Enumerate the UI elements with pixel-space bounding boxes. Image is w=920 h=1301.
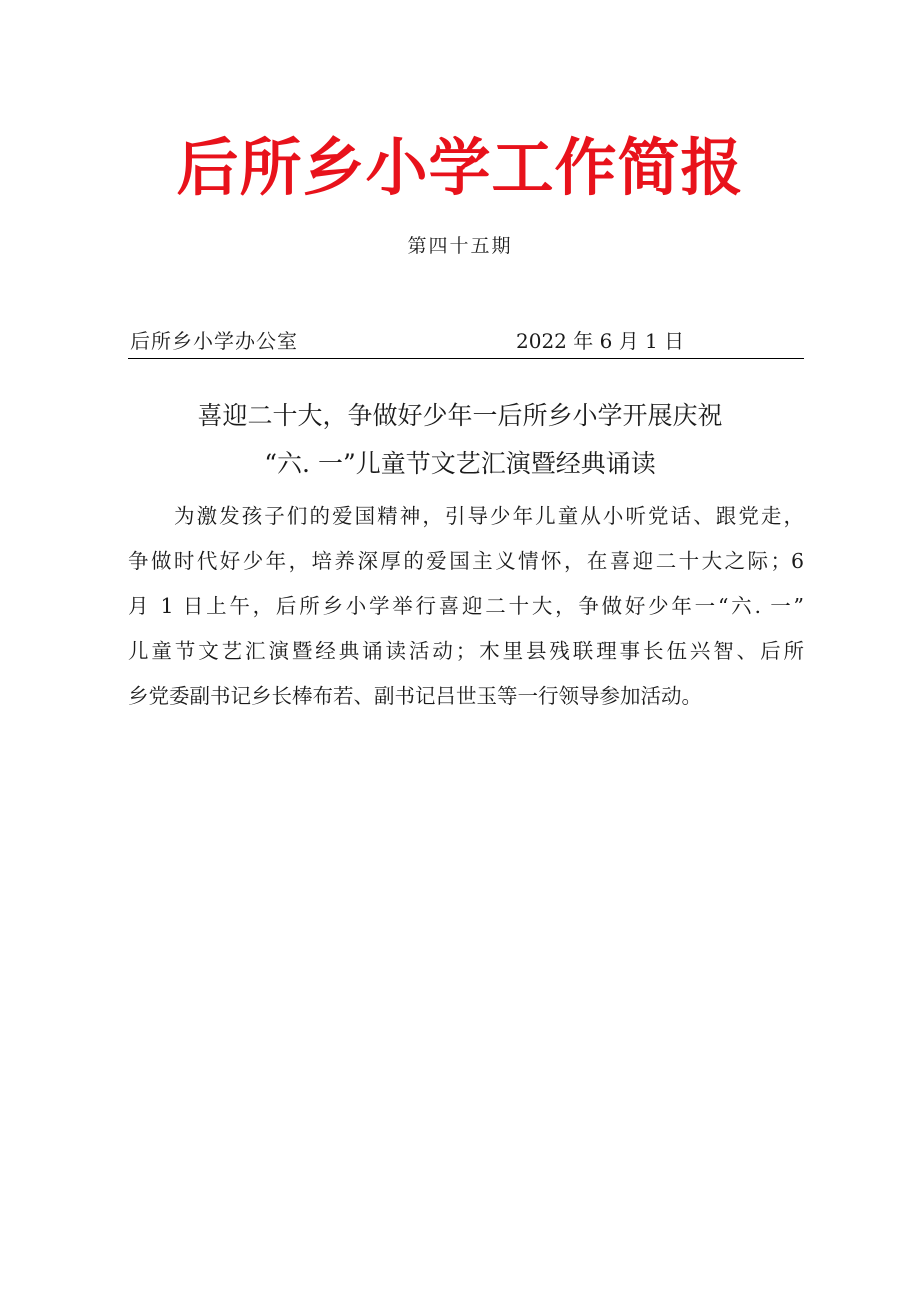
headline-line: “六. 一”儿童节文艺汇演暨经典诵读	[264, 449, 656, 478]
body-line: 乡党委副书记乡长棒布若、副书记吕世玉等一行领导参加活动。	[128, 684, 702, 708]
body-line: 月 1 日上午，后所乡小学举行喜迎二十大，争做好少年一“六. 一”	[128, 594, 804, 618]
body-line: 为激发孩子们的爱国精神，引导少年儿童从小听党话、跟党走，	[174, 504, 804, 528]
masthead-title: 后所乡小学工作简报	[176, 131, 744, 204]
body-line: 儿童节文艺汇演暨经典诵读活动；木里县残联理事长伍兴智、后所	[128, 639, 804, 663]
issuing-office: 后所乡小学办公室	[130, 329, 298, 353]
headline-line: 喜迎二十大，争做好少年一后所乡小学开展庆祝	[197, 401, 723, 430]
issue-date: 2022 年 6 月 1 日	[516, 329, 685, 353]
issue-number: 第四十五期	[407, 235, 513, 257]
body-line: 争做时代好少年，培养深厚的爱国主义情怀，在喜迎二十大之际；6	[128, 549, 804, 573]
dateline	[128, 326, 804, 359]
article-body	[128, 494, 804, 719]
article-headline	[100, 392, 820, 488]
